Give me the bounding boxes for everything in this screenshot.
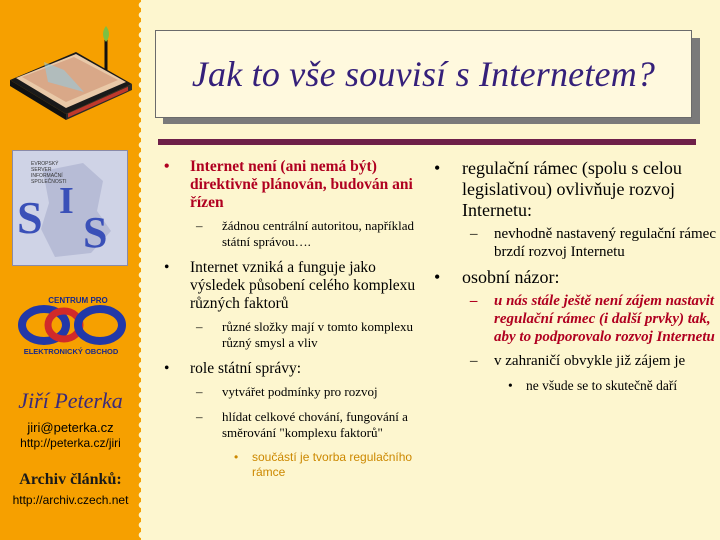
eu-logo-letter-1: S — [17, 192, 43, 243]
left-bullet-3: • role státní správy: — [160, 360, 430, 378]
left-bullet-3-sub-2: – hlídat celkové chování, fungování a směrování "komplexu faktorů" — [160, 409, 430, 441]
eu-logo-letter-3: S — [83, 208, 108, 257]
archive-url[interactable]: http://archiv.czech.net — [12, 493, 129, 507]
ceo-logo-top: CENTRUM PRO — [48, 296, 108, 305]
title-rule — [158, 139, 696, 145]
left-bullet-3-sub-2-note: • součástí je tvorba regulačního rámce — [160, 450, 430, 480]
author-name: Jiří Peterka — [18, 388, 123, 413]
left-bullet-1: • Internet není (ani nemá být) direktivně plánován, budován ani řízen — [160, 158, 430, 212]
eu-logo-text-2: SERVER — [31, 167, 52, 173]
author-email[interactable]: jiri@peterka.cz — [27, 420, 114, 435]
ceo-logo — [8, 295, 134, 357]
eu-logo-letter-2: I — [59, 180, 74, 222]
sidebar — [0, 0, 141, 540]
sidebar-edge — [137, 0, 147, 540]
left-column — [160, 158, 430, 488]
eu-logo-text-4: SPOLEČNOSTI — [31, 179, 67, 185]
right-bullet-2: • osobní názor: — [432, 267, 717, 288]
eu-logo-text-1: EVROPSKÝ — [31, 161, 59, 167]
modem-icon — [4, 22, 136, 122]
right-column — [432, 158, 717, 402]
left-bullet-3-sub-1: – vytvářet podmínky pro rozvoj — [160, 384, 430, 400]
slide-title: Jak to vše souvisí s Internetem? — [191, 54, 656, 94]
archive-label: Archiv článků: — [19, 471, 122, 488]
eu-logo — [12, 150, 128, 266]
right-bullet-1: • regulační rámec (spolu s celou legislativou) ovlivňuje rozvoj Internetu: — [432, 158, 717, 221]
title-box — [155, 30, 692, 118]
ceo-logo-bottom: ELEKTRONICKÝ OBCHOD — [23, 347, 119, 356]
right-bullet-2-sub-2-note: • ne všude se to skutečně daří — [432, 378, 717, 394]
left-bullet-2-sub-1: – různé složky mají v tomto komplexu různý smysl a vliv — [160, 319, 430, 351]
left-bullet-1-sub-1: – žádnou centrální autoritou, například státní správou…. — [160, 218, 430, 250]
eu-logo-text-3: INFORMAČNÍ — [31, 173, 63, 179]
left-bullet-2: • Internet vzniká a funguje jako výsledek působení celého komplexu různých faktorů — [160, 259, 430, 313]
right-bullet-2-sub-2: – v zahraničí obvykle již zájem je — [432, 352, 717, 370]
right-bullet-2-sub-1: – u nás stále ještě není zájem nastavit regulační rámec (i další prvky) tak, aby to podporovalo rozvoj Internetu — [432, 292, 717, 346]
author-homepage[interactable]: http://peterka.cz/jiri — [20, 436, 121, 450]
right-bullet-1-sub-1: – nevhodně nastavený regulační rámec brzdí rozvoj Internetu — [432, 225, 717, 261]
